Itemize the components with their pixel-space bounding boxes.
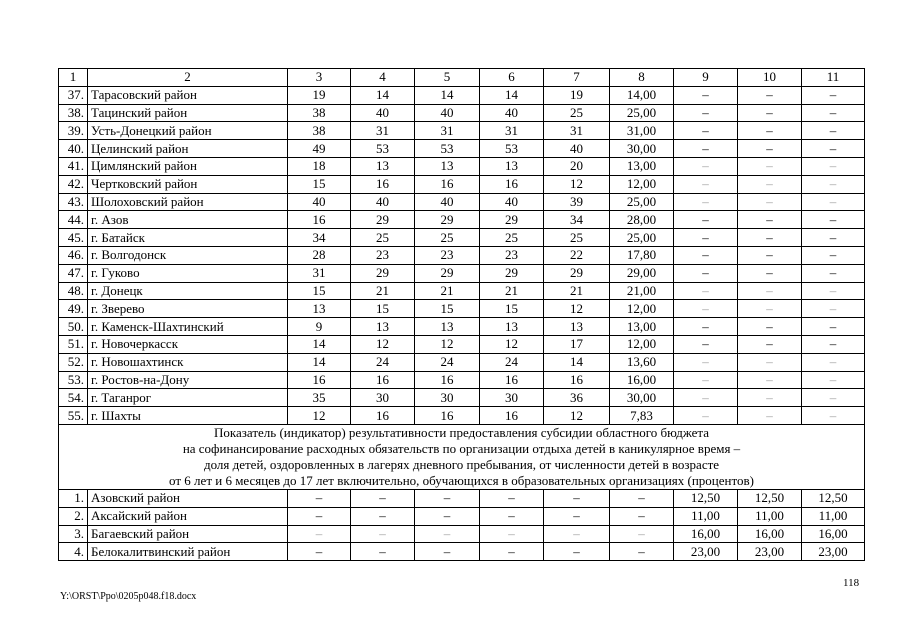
- value-cell: 40: [288, 193, 351, 211]
- value-cell: 15: [351, 300, 415, 318]
- value-cell: –: [288, 525, 351, 543]
- district-name: Целинский район: [88, 140, 288, 158]
- value-cell: 16,00: [802, 525, 865, 543]
- value-cell: –: [802, 246, 865, 264]
- value-cell: 16: [480, 407, 544, 425]
- value-cell: 14: [544, 353, 610, 371]
- value-cell: 16: [415, 371, 480, 389]
- value-cell: 38: [288, 122, 351, 140]
- row-number: 47.: [59, 264, 88, 282]
- value-cell: 16: [351, 407, 415, 425]
- value-cell: 31,00: [610, 122, 674, 140]
- value-cell: 13: [415, 318, 480, 336]
- value-cell: 12,50: [738, 489, 802, 507]
- header-row: [59, 69, 865, 87]
- value-cell: –: [802, 335, 865, 353]
- value-cell: 29: [415, 211, 480, 229]
- table-row: [59, 175, 865, 193]
- row-number: 46.: [59, 246, 88, 264]
- value-cell: 12,50: [802, 489, 865, 507]
- value-cell: –: [480, 525, 544, 543]
- value-cell: 12: [415, 335, 480, 353]
- value-cell: 40: [351, 193, 415, 211]
- value-cell: 38: [288, 104, 351, 122]
- value-cell: –: [674, 211, 738, 229]
- value-cell: 31: [480, 122, 544, 140]
- table-row: [59, 407, 865, 425]
- value-cell: 12,00: [610, 300, 674, 318]
- value-cell: –: [351, 507, 415, 525]
- row-number: 37.: [59, 86, 88, 104]
- indicator-row: [59, 424, 865, 489]
- indicator-description: [59, 424, 865, 489]
- header-cell: 5: [415, 69, 480, 87]
- value-cell: –: [738, 318, 802, 336]
- value-cell: –: [738, 157, 802, 175]
- value-cell: 30,00: [610, 140, 674, 158]
- district-name: Багаевский район: [88, 525, 288, 543]
- value-cell: 20: [544, 157, 610, 175]
- value-cell: –: [738, 371, 802, 389]
- row-number: 41.: [59, 157, 88, 175]
- value-cell: 40: [351, 104, 415, 122]
- value-cell: 13,00: [610, 318, 674, 336]
- value-cell: 25: [544, 229, 610, 247]
- value-cell: 24: [480, 353, 544, 371]
- value-cell: –: [738, 246, 802, 264]
- table-row: [59, 318, 865, 336]
- value-cell: –: [802, 264, 865, 282]
- value-cell: 49: [288, 140, 351, 158]
- value-cell: –: [610, 489, 674, 507]
- value-cell: 25: [480, 229, 544, 247]
- value-cell: 12: [480, 335, 544, 353]
- value-cell: 16: [415, 175, 480, 193]
- value-cell: –: [802, 389, 865, 407]
- value-cell: –: [802, 318, 865, 336]
- header-cell: 10: [738, 69, 802, 87]
- value-cell: –: [674, 157, 738, 175]
- value-cell: –: [738, 407, 802, 425]
- district-name: г. Таганрог: [88, 389, 288, 407]
- value-cell: 16: [415, 407, 480, 425]
- row-number: 52.: [59, 353, 88, 371]
- row-number: 49.: [59, 300, 88, 318]
- district-name: г. Новошахтинск: [88, 353, 288, 371]
- table-row: [59, 389, 865, 407]
- value-cell: 14: [351, 86, 415, 104]
- header-cell: 7: [544, 69, 610, 87]
- value-cell: –: [674, 193, 738, 211]
- value-cell: 39: [544, 193, 610, 211]
- value-cell: 7,83: [610, 407, 674, 425]
- value-cell: 14: [288, 335, 351, 353]
- value-cell: –: [674, 122, 738, 140]
- value-cell: –: [288, 507, 351, 525]
- value-cell: 11,00: [738, 507, 802, 525]
- value-cell: –: [738, 353, 802, 371]
- value-cell: 29: [351, 211, 415, 229]
- table-row: [59, 157, 865, 175]
- value-cell: 40: [415, 104, 480, 122]
- value-cell: 25,00: [610, 193, 674, 211]
- value-cell: –: [738, 122, 802, 140]
- header-cell: 8: [610, 69, 674, 87]
- header-cell: 11: [802, 69, 865, 87]
- value-cell: 16,00: [610, 371, 674, 389]
- value-cell: 14: [415, 86, 480, 104]
- indicator-line: доля детей, оздоровленных в лагерях дневного пребывания, от численности детей в возрасте: [203, 456, 720, 472]
- value-cell: –: [802, 211, 865, 229]
- value-cell: –: [674, 86, 738, 104]
- value-cell: 31: [351, 122, 415, 140]
- row-number: 42.: [59, 175, 88, 193]
- row-number: 4.: [59, 543, 88, 561]
- value-cell: –: [480, 507, 544, 525]
- value-cell: 13: [480, 318, 544, 336]
- header-cell: 2: [88, 69, 288, 87]
- value-cell: 13: [288, 300, 351, 318]
- table-row: [59, 229, 865, 247]
- value-cell: –: [288, 489, 351, 507]
- header-cell: 3: [288, 69, 351, 87]
- value-cell: –: [802, 353, 865, 371]
- value-cell: 12,00: [610, 175, 674, 193]
- district-name: г. Азов: [88, 211, 288, 229]
- value-cell: –: [738, 229, 802, 247]
- value-cell: 14: [288, 353, 351, 371]
- district-name: Азовский район: [88, 489, 288, 507]
- value-cell: 25: [351, 229, 415, 247]
- value-cell: –: [674, 282, 738, 300]
- value-cell: 14,00: [610, 86, 674, 104]
- value-cell: –: [544, 525, 610, 543]
- table-row: [59, 353, 865, 371]
- district-name: г. Волгодонск: [88, 246, 288, 264]
- indicator-line: от 6 лет и 6 месяцев до 17 лет включительно, обучающихся в образовательных организациях (процентов): [169, 472, 754, 488]
- table-row: [59, 525, 865, 543]
- value-cell: 16: [544, 371, 610, 389]
- value-cell: 24: [415, 353, 480, 371]
- row-number: 3.: [59, 525, 88, 543]
- district-name: г. Шахты: [88, 407, 288, 425]
- district-name: Тарасовский район: [88, 86, 288, 104]
- value-cell: 19: [544, 86, 610, 104]
- value-cell: 22: [544, 246, 610, 264]
- value-cell: –: [802, 175, 865, 193]
- value-cell: 28: [288, 246, 351, 264]
- value-cell: –: [802, 300, 865, 318]
- district-name: Аксайский район: [88, 507, 288, 525]
- value-cell: –: [802, 282, 865, 300]
- row-number: 51.: [59, 335, 88, 353]
- value-cell: 24: [351, 353, 415, 371]
- table-row: [59, 507, 865, 525]
- district-name: г. Каменск-Шахтинский: [88, 318, 288, 336]
- value-cell: –: [802, 371, 865, 389]
- row-number: 43.: [59, 193, 88, 211]
- value-cell: 11,00: [674, 507, 738, 525]
- district-name: г. Гуково: [88, 264, 288, 282]
- value-cell: 16,00: [674, 525, 738, 543]
- value-cell: 34: [288, 229, 351, 247]
- value-cell: 35: [288, 389, 351, 407]
- value-cell: 17: [544, 335, 610, 353]
- row-number: 48.: [59, 282, 88, 300]
- value-cell: –: [674, 104, 738, 122]
- table-row: [59, 193, 865, 211]
- value-cell: –: [802, 407, 865, 425]
- value-cell: 25,00: [610, 104, 674, 122]
- value-cell: 29,00: [610, 264, 674, 282]
- value-cell: 29: [480, 211, 544, 229]
- value-cell: 15: [288, 175, 351, 193]
- value-cell: 21: [351, 282, 415, 300]
- value-cell: –: [610, 525, 674, 543]
- table-row: [59, 104, 865, 122]
- table-row: [59, 300, 865, 318]
- value-cell: –: [674, 318, 738, 336]
- value-cell: –: [802, 104, 865, 122]
- file-path: Y:\ORST\Ppo\0205p048.f18.docx: [60, 591, 197, 602]
- value-cell: –: [674, 140, 738, 158]
- district-name: Усть-Донецкий район: [88, 122, 288, 140]
- value-cell: –: [674, 407, 738, 425]
- value-cell: –: [738, 300, 802, 318]
- value-cell: 23,00: [738, 543, 802, 561]
- value-cell: 15: [288, 282, 351, 300]
- value-cell: –: [674, 371, 738, 389]
- value-cell: 31: [288, 264, 351, 282]
- table-row: [59, 371, 865, 389]
- indicator-line: на софинансирование расходных обязательств по организации отдыха детей в каникулярное время –: [182, 440, 741, 456]
- value-cell: –: [738, 86, 802, 104]
- value-cell: 12: [351, 335, 415, 353]
- value-cell: –: [415, 507, 480, 525]
- value-cell: 13,60: [610, 353, 674, 371]
- row-number: 40.: [59, 140, 88, 158]
- district-name: Цимлянский район: [88, 157, 288, 175]
- value-cell: –: [738, 282, 802, 300]
- value-cell: 25: [415, 229, 480, 247]
- value-cell: –: [544, 543, 610, 561]
- value-cell: 21: [544, 282, 610, 300]
- value-cell: –: [674, 246, 738, 264]
- value-cell: 25,00: [610, 229, 674, 247]
- district-name: г. Батайск: [88, 229, 288, 247]
- value-cell: 30: [480, 389, 544, 407]
- value-cell: –: [288, 543, 351, 561]
- value-cell: 16,00: [738, 525, 802, 543]
- value-cell: –: [674, 175, 738, 193]
- header-cell: 9: [674, 69, 738, 87]
- district-name: Шолоховский район: [88, 193, 288, 211]
- value-cell: 16: [480, 371, 544, 389]
- value-cell: 13: [351, 157, 415, 175]
- value-cell: 12,00: [610, 335, 674, 353]
- row-number: 39.: [59, 122, 88, 140]
- value-cell: –: [415, 543, 480, 561]
- value-cell: 16: [288, 371, 351, 389]
- value-cell: –: [480, 489, 544, 507]
- value-cell: 21: [415, 282, 480, 300]
- value-cell: –: [610, 543, 674, 561]
- value-cell: –: [351, 525, 415, 543]
- district-name: г. Ростов-на-Дону: [88, 371, 288, 389]
- value-cell: 34: [544, 211, 610, 229]
- row-number: 50.: [59, 318, 88, 336]
- value-cell: –: [674, 264, 738, 282]
- table-row: [59, 246, 865, 264]
- value-cell: 29: [480, 264, 544, 282]
- header-cell: 4: [351, 69, 415, 87]
- value-cell: 21,00: [610, 282, 674, 300]
- value-cell: –: [674, 353, 738, 371]
- value-cell: 23: [480, 246, 544, 264]
- value-cell: 25: [544, 104, 610, 122]
- value-cell: 12: [544, 300, 610, 318]
- value-cell: 12: [544, 175, 610, 193]
- value-cell: 30,00: [610, 389, 674, 407]
- row-number: 38.: [59, 104, 88, 122]
- district-name: Белокалитвинский район: [88, 543, 288, 561]
- row-number: 44.: [59, 211, 88, 229]
- value-cell: 13: [351, 318, 415, 336]
- value-cell: 23,00: [674, 543, 738, 561]
- value-cell: 36: [544, 389, 610, 407]
- value-cell: –: [544, 507, 610, 525]
- value-cell: 12,50: [674, 489, 738, 507]
- table-row: [59, 264, 865, 282]
- value-cell: –: [738, 104, 802, 122]
- value-cell: –: [674, 389, 738, 407]
- table-row: [59, 122, 865, 140]
- table-row: [59, 86, 865, 104]
- value-cell: 13,00: [610, 157, 674, 175]
- value-cell: 53: [351, 140, 415, 158]
- value-cell: 16: [351, 175, 415, 193]
- table-row: [59, 282, 865, 300]
- value-cell: –: [802, 157, 865, 175]
- value-cell: 12: [544, 407, 610, 425]
- value-cell: –: [802, 193, 865, 211]
- value-cell: 40: [415, 193, 480, 211]
- value-cell: –: [610, 507, 674, 525]
- row-number: 1.: [59, 489, 88, 507]
- value-cell: –: [738, 193, 802, 211]
- value-cell: 15: [480, 300, 544, 318]
- value-cell: 13: [544, 318, 610, 336]
- table-row: [59, 543, 865, 561]
- table-row: [59, 140, 865, 158]
- value-cell: 23,00: [802, 543, 865, 561]
- value-cell: –: [738, 211, 802, 229]
- value-cell: –: [738, 389, 802, 407]
- district-name: Чертковский район: [88, 175, 288, 193]
- value-cell: 29: [351, 264, 415, 282]
- row-number: 45.: [59, 229, 88, 247]
- value-cell: –: [415, 489, 480, 507]
- district-name: г. Новочеркасск: [88, 335, 288, 353]
- value-cell: 18: [288, 157, 351, 175]
- district-name: г. Зверево: [88, 300, 288, 318]
- row-number: 54.: [59, 389, 88, 407]
- value-cell: –: [544, 489, 610, 507]
- value-cell: 31: [415, 122, 480, 140]
- row-number: 53.: [59, 371, 88, 389]
- value-cell: –: [738, 335, 802, 353]
- district-name: г. Донецк: [88, 282, 288, 300]
- value-cell: –: [738, 175, 802, 193]
- value-cell: –: [674, 300, 738, 318]
- value-cell: 40: [544, 140, 610, 158]
- value-cell: 29: [415, 264, 480, 282]
- header-cell: 1: [59, 69, 88, 87]
- value-cell: 53: [480, 140, 544, 158]
- value-cell: 16: [480, 175, 544, 193]
- value-cell: 16: [288, 211, 351, 229]
- value-cell: 40: [480, 104, 544, 122]
- row-number: 55.: [59, 407, 88, 425]
- value-cell: 13: [480, 157, 544, 175]
- value-cell: –: [802, 140, 865, 158]
- value-cell: –: [802, 229, 865, 247]
- value-cell: 40: [480, 193, 544, 211]
- value-cell: 29: [544, 264, 610, 282]
- value-cell: –: [480, 543, 544, 561]
- value-cell: –: [738, 264, 802, 282]
- table-row: [59, 211, 865, 229]
- indicator-line: Показатель (индикатор) результативности предоставления субсидии областного бюджета: [213, 424, 710, 440]
- value-cell: 13: [415, 157, 480, 175]
- value-cell: –: [738, 140, 802, 158]
- value-cell: 21: [480, 282, 544, 300]
- value-cell: 53: [415, 140, 480, 158]
- value-cell: 30: [415, 389, 480, 407]
- value-cell: –: [674, 335, 738, 353]
- value-cell: 16: [351, 371, 415, 389]
- data-table: [58, 68, 865, 561]
- value-cell: 12: [288, 407, 351, 425]
- district-name: Тацинский район: [88, 104, 288, 122]
- value-cell: 17,80: [610, 246, 674, 264]
- page-number: 118: [843, 577, 860, 589]
- value-cell: 31: [544, 122, 610, 140]
- value-cell: 23: [351, 246, 415, 264]
- row-number: 2.: [59, 507, 88, 525]
- value-cell: 19: [288, 86, 351, 104]
- table-row: [59, 489, 865, 507]
- value-cell: 15: [415, 300, 480, 318]
- value-cell: –: [415, 525, 480, 543]
- value-cell: –: [351, 489, 415, 507]
- value-cell: 30: [351, 389, 415, 407]
- header-cell: 6: [480, 69, 544, 87]
- value-cell: –: [802, 122, 865, 140]
- table-row: [59, 335, 865, 353]
- value-cell: 23: [415, 246, 480, 264]
- value-cell: 28,00: [610, 211, 674, 229]
- value-cell: –: [802, 86, 865, 104]
- value-cell: –: [351, 543, 415, 561]
- value-cell: 14: [480, 86, 544, 104]
- value-cell: –: [674, 229, 738, 247]
- value-cell: 11,00: [802, 507, 865, 525]
- value-cell: 9: [288, 318, 351, 336]
